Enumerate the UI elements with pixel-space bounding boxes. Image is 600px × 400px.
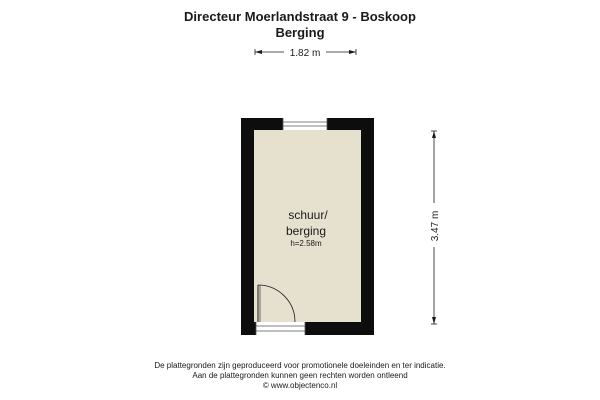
property-address-title: Directeur Moerlandstraat 9 - Boskoop [184,9,416,24]
room-name-line1: schuur/ [288,208,328,222]
width-dimension [255,46,356,59]
room-name-line2: berging [285,224,327,238]
copyright-line: © www.objectenco.nl [262,381,338,390]
width-dimension-label: 1.82 m [289,48,321,59]
disclaimer-line2: Aan de plattegronden kunnen geen rechten worden ontleend [192,371,408,380]
depth-dimension-label: 3.47 m [430,210,441,242]
room-height-label: h=2.58m [290,239,322,248]
depth-dimension [428,131,441,324]
window [283,118,327,130]
floor-name-title: Berging [275,25,325,40]
disclaimer-line1: De plattegronden zijn geproduceerd voor promotionele doeleinden en ter indicatie. [154,361,446,370]
